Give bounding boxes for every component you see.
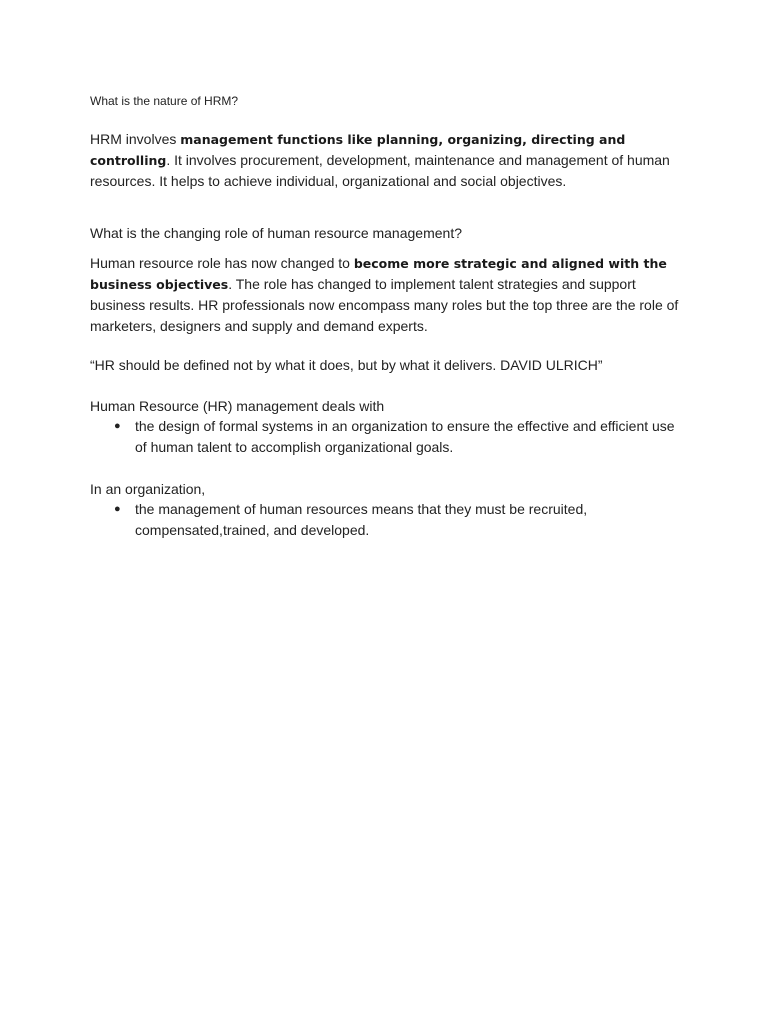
bullet-icon: ●: [114, 503, 121, 515]
list-item-text: the design of formal systems in an organization to ensure the effective and efficient use of human talent to accomplish organizational goals.: [135, 418, 675, 455]
answer-2-prefix: Human resource role has now changed to: [90, 255, 354, 271]
organization-heading: In an organization,: [90, 481, 206, 497]
answer-2-bold: become more strategic and aligned with the business objectives: [90, 256, 667, 292]
organization-list: [90, 499, 680, 540]
question-nature-of-hrm: What is the nature of HRM?: [90, 94, 239, 108]
answer-changing-role: [90, 253, 680, 337]
answer-2-suffix: . The role has changed to implement talent strategies and support business results. HR professionals now encompass many roles but the top three are the role of marketers, designers and supply and demand experts.: [90, 276, 679, 334]
list-item: [90, 416, 680, 457]
answer-1-prefix: HRM involves: [90, 131, 181, 147]
answer-1-suffix: . It involves procurement, development, maintenance and management of human resources. It helps to achieve individual, organizational and social objectives.: [90, 152, 670, 189]
question-changing-role: What is the changing role of human resource management?: [90, 225, 462, 241]
list-item-text: the management of human resources means that they must be recruited, compensated,trained, and developed.: [135, 501, 588, 538]
answer-1-bold: management functions like planning, organizing, directing and controlling: [90, 132, 626, 168]
answer-nature-of-hrm: [90, 129, 680, 192]
hr-management-list: [90, 416, 680, 457]
bullet-icon: ●: [114, 420, 121, 432]
hr-management-heading: Human Resource (HR) management deals with: [90, 398, 385, 414]
ulrich-quote: “HR should be defined not by what it does, but by what it delivers. DAVID ULRICH”: [90, 357, 603, 373]
list-item: [90, 499, 680, 540]
